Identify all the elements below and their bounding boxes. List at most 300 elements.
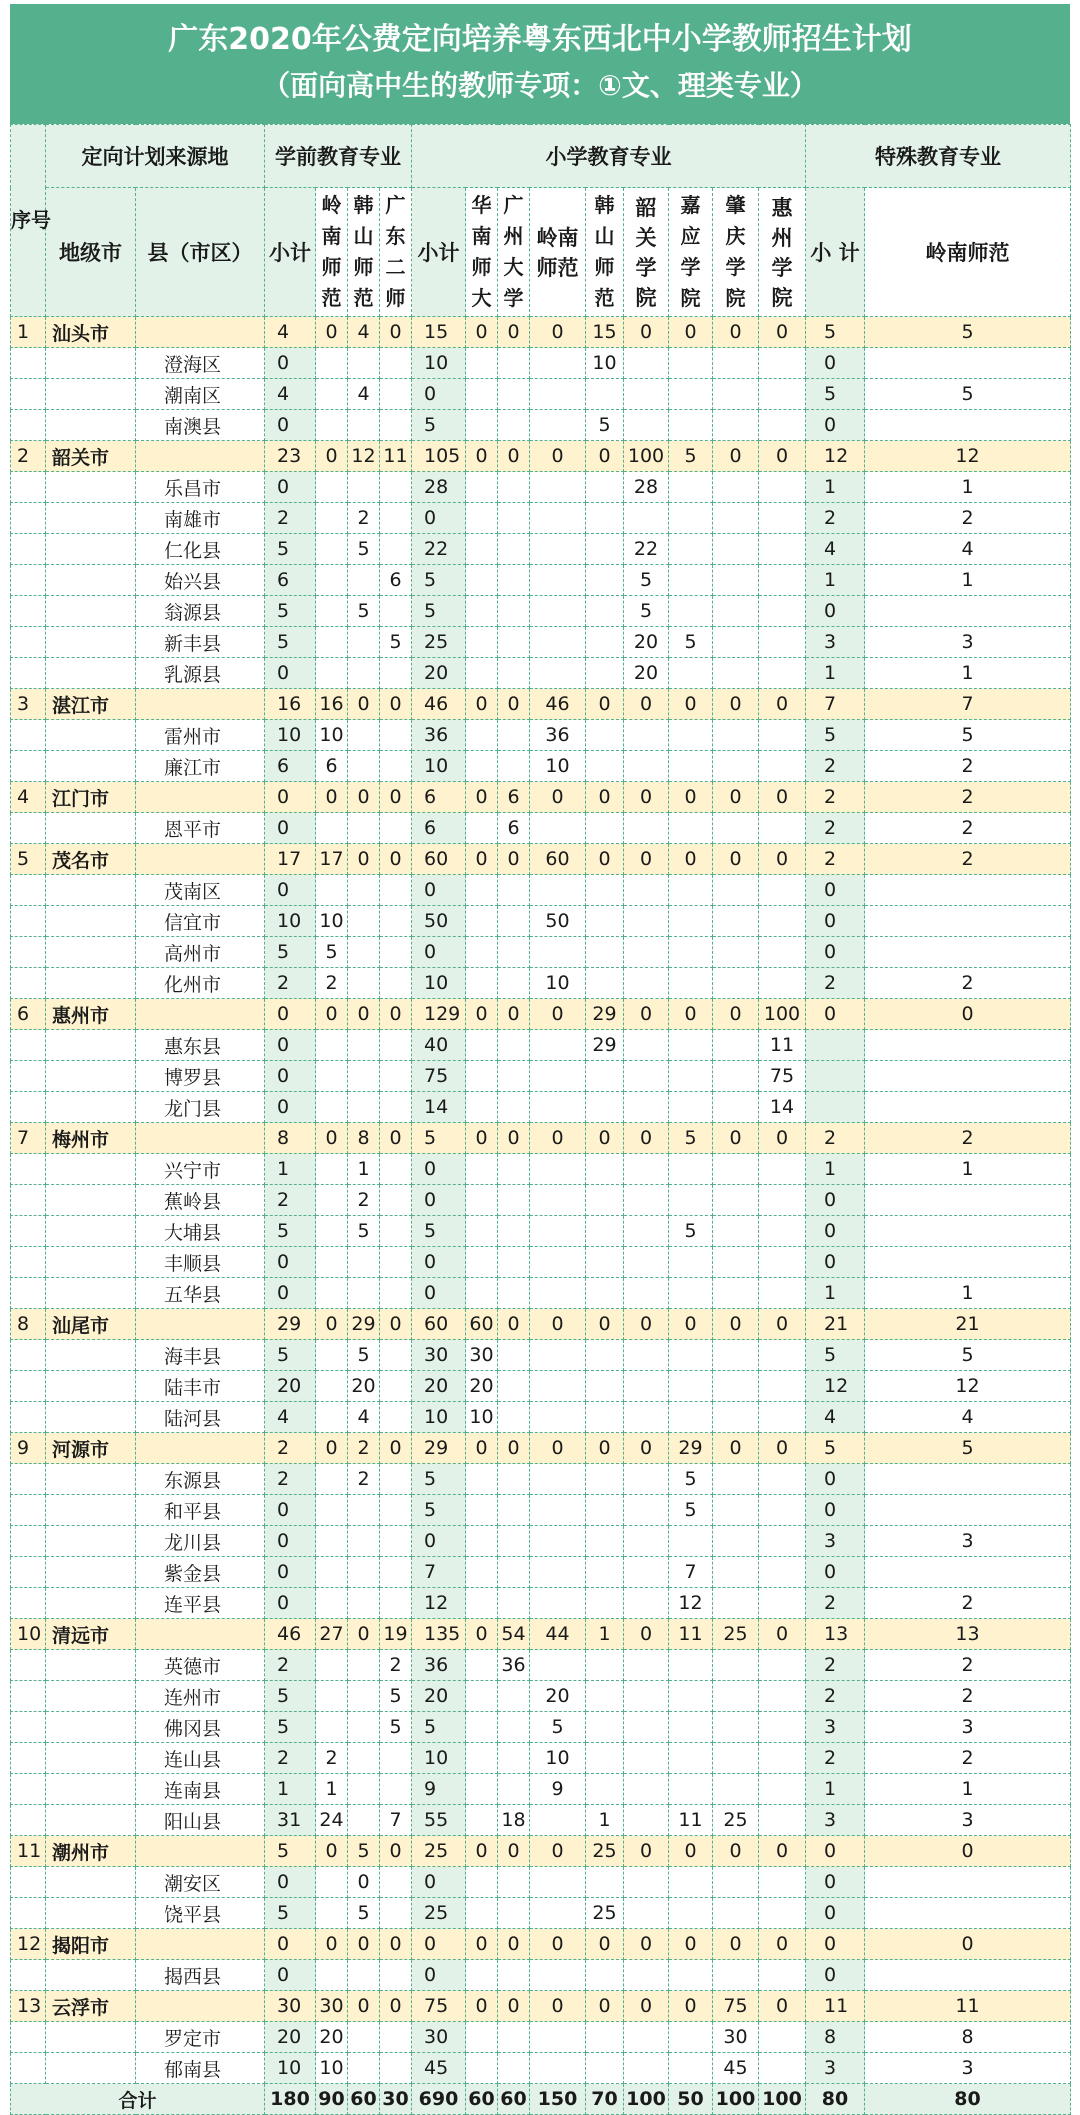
value-cell bbox=[713, 472, 759, 503]
value-cell bbox=[624, 1278, 669, 1309]
value-cell bbox=[713, 1278, 759, 1309]
value-cell: 20 bbox=[265, 1371, 316, 1402]
value-cell: 0 bbox=[265, 875, 316, 906]
value-cell: 0 bbox=[586, 782, 624, 813]
value-cell: 7 bbox=[669, 1557, 713, 1588]
value-cell bbox=[466, 1898, 498, 1929]
value-cell: 2 bbox=[316, 968, 348, 999]
value-cell bbox=[713, 1185, 759, 1216]
value-cell bbox=[466, 565, 498, 596]
value-cell: 0 bbox=[713, 1123, 759, 1154]
value-cell bbox=[380, 1898, 412, 1929]
value-cell: 24 bbox=[316, 1805, 348, 1836]
seq-cell: 13 bbox=[11, 1991, 46, 2022]
value-cell bbox=[669, 720, 713, 751]
value-cell bbox=[466, 937, 498, 968]
value-cell: 13 bbox=[865, 1619, 1071, 1650]
value-cell bbox=[586, 1185, 624, 1216]
value-cell bbox=[713, 379, 759, 410]
value-cell bbox=[624, 1898, 669, 1929]
value-cell: 25 bbox=[586, 1836, 624, 1867]
value-cell bbox=[713, 658, 759, 689]
value-cell bbox=[530, 1185, 586, 1216]
header-city: 地级市 bbox=[46, 188, 136, 317]
value-cell: 0 bbox=[624, 1123, 669, 1154]
value-cell: 10 bbox=[412, 1743, 466, 1774]
value-cell bbox=[348, 1588, 380, 1619]
value-cell: 0 bbox=[713, 1433, 759, 1464]
value-cell bbox=[530, 596, 586, 627]
value-cell: 1 bbox=[586, 1619, 624, 1650]
value-cell bbox=[624, 1464, 669, 1495]
value-cell bbox=[669, 1774, 713, 1805]
value-cell bbox=[530, 1588, 586, 1619]
value-cell bbox=[498, 1867, 530, 1898]
value-cell bbox=[466, 1185, 498, 1216]
value-cell: 5 bbox=[348, 1898, 380, 1929]
value-cell bbox=[759, 1805, 806, 1836]
value-cell bbox=[586, 937, 624, 968]
city-cell: 揭阳市 bbox=[46, 1929, 136, 1960]
value-cell bbox=[624, 1960, 669, 1991]
value-cell: 12 bbox=[865, 441, 1071, 472]
value-cell bbox=[316, 813, 348, 844]
value-cell: 100 bbox=[759, 999, 806, 1030]
value-cell: 0 bbox=[265, 1867, 316, 1898]
value-cell: 30 bbox=[265, 1991, 316, 2022]
value-cell bbox=[713, 565, 759, 596]
value-cell bbox=[530, 2022, 586, 2053]
value-cell: 8 bbox=[806, 2022, 865, 2053]
value-cell bbox=[466, 813, 498, 844]
value-cell: 105 bbox=[412, 441, 466, 472]
city-cell: 河源市 bbox=[46, 1433, 136, 1464]
value-cell: 0 bbox=[265, 658, 316, 689]
value-cell bbox=[586, 1340, 624, 1371]
value-cell: 44 bbox=[530, 1619, 586, 1650]
value-cell bbox=[498, 1278, 530, 1309]
value-cell bbox=[759, 937, 806, 968]
value-cell bbox=[624, 1154, 669, 1185]
value-cell: 0 bbox=[806, 999, 865, 1030]
value-cell bbox=[530, 1898, 586, 1929]
value-cell bbox=[586, 1216, 624, 1247]
city-cell bbox=[46, 1526, 136, 1557]
value-cell bbox=[380, 1185, 412, 1216]
value-cell: 25 bbox=[412, 1836, 466, 1867]
county-row bbox=[11, 1588, 1071, 1619]
value-cell bbox=[530, 813, 586, 844]
header-col-2: 岭南师范 bbox=[316, 188, 348, 317]
value-cell bbox=[530, 1340, 586, 1371]
value-cell: 0 bbox=[348, 782, 380, 813]
value-cell bbox=[624, 2053, 669, 2084]
value-cell: 0 bbox=[380, 689, 412, 720]
value-cell bbox=[498, 1154, 530, 1185]
value-cell: 0 bbox=[806, 1960, 865, 1991]
value-cell bbox=[316, 503, 348, 534]
value-cell bbox=[530, 410, 586, 441]
county-row bbox=[11, 1805, 1071, 1836]
value-cell: 3 bbox=[865, 1805, 1071, 1836]
value-cell bbox=[466, 1650, 498, 1681]
value-cell bbox=[586, 596, 624, 627]
value-cell bbox=[380, 596, 412, 627]
value-cell: 25 bbox=[713, 1619, 759, 1650]
value-cell: 0 bbox=[669, 844, 713, 875]
value-cell bbox=[498, 472, 530, 503]
seq-cell bbox=[11, 1867, 46, 1898]
value-cell bbox=[624, 1805, 669, 1836]
value-cell: 0 bbox=[530, 1123, 586, 1154]
value-cell bbox=[759, 1247, 806, 1278]
value-cell bbox=[530, 1960, 586, 1991]
total-row bbox=[11, 2084, 1071, 2115]
value-cell: 0 bbox=[498, 1123, 530, 1154]
value-cell bbox=[316, 1340, 348, 1371]
value-cell: 2 bbox=[348, 1433, 380, 1464]
value-cell: 5 bbox=[348, 534, 380, 565]
value-cell bbox=[380, 503, 412, 534]
value-cell bbox=[713, 1960, 759, 1991]
seq-cell bbox=[11, 348, 46, 379]
value-cell bbox=[759, 1898, 806, 1929]
value-cell: 17 bbox=[316, 844, 348, 875]
value-cell: 5 bbox=[265, 1712, 316, 1743]
value-cell bbox=[380, 2053, 412, 2084]
value-cell: 11 bbox=[380, 441, 412, 472]
county-cell: 连平县 bbox=[136, 1588, 265, 1619]
value-cell bbox=[624, 2022, 669, 2053]
value-cell bbox=[466, 1092, 498, 1123]
value-cell: 25 bbox=[412, 1898, 466, 1929]
county-row bbox=[11, 875, 1071, 906]
value-cell: 3 bbox=[806, 1805, 865, 1836]
value-cell bbox=[380, 1247, 412, 1278]
city-cell bbox=[46, 1495, 136, 1526]
value-cell: 54 bbox=[498, 1619, 530, 1650]
county-cell: 饶平县 bbox=[136, 1898, 265, 1929]
county-row bbox=[11, 1681, 1071, 1712]
value-cell bbox=[530, 1650, 586, 1681]
header-col-4: 广东二师 bbox=[380, 188, 412, 317]
city-cell bbox=[46, 1650, 136, 1681]
city-cell: 汕尾市 bbox=[46, 1309, 136, 1340]
value-cell: 30 bbox=[713, 2022, 759, 2053]
county-row bbox=[11, 937, 1071, 968]
value-cell: 5 bbox=[380, 1712, 412, 1743]
total-label: 合计 bbox=[11, 2084, 265, 2115]
value-cell bbox=[316, 1650, 348, 1681]
value-cell bbox=[713, 503, 759, 534]
value-cell bbox=[498, 348, 530, 379]
value-cell: 29 bbox=[669, 1433, 713, 1464]
county-row bbox=[11, 503, 1071, 534]
value-cell bbox=[380, 2022, 412, 2053]
value-cell: 0 bbox=[530, 1929, 586, 1960]
value-cell bbox=[316, 1681, 348, 1712]
value-cell bbox=[586, 968, 624, 999]
city-cell: 潮州市 bbox=[46, 1836, 136, 1867]
value-cell bbox=[865, 348, 1071, 379]
value-cell bbox=[316, 1216, 348, 1247]
value-cell: 5 bbox=[412, 410, 466, 441]
value-cell: 0 bbox=[316, 1929, 348, 1960]
value-cell bbox=[530, 565, 586, 596]
value-cell bbox=[624, 348, 669, 379]
value-cell: 0 bbox=[624, 1433, 669, 1464]
seq-cell bbox=[11, 1154, 46, 1185]
value-cell: 0 bbox=[530, 1836, 586, 1867]
value-cell bbox=[669, 596, 713, 627]
value-cell bbox=[498, 1185, 530, 1216]
value-cell: 5 bbox=[265, 627, 316, 658]
value-cell bbox=[380, 1340, 412, 1371]
value-cell bbox=[759, 1340, 806, 1371]
value-cell: 10 bbox=[265, 720, 316, 751]
city-row bbox=[11, 1929, 1071, 1960]
title-line2: （面向高中生的教师专项：①文、理类专业） bbox=[262, 69, 818, 102]
city-cell bbox=[46, 751, 136, 782]
value-cell: 0 bbox=[265, 1929, 316, 1960]
value-cell bbox=[466, 379, 498, 410]
value-cell bbox=[530, 472, 586, 503]
value-cell: 5 bbox=[412, 1495, 466, 1526]
seq-cell: 6 bbox=[11, 999, 46, 1030]
value-cell: 12 bbox=[806, 441, 865, 472]
value-cell: 0 bbox=[530, 1991, 586, 2022]
city-row bbox=[11, 689, 1071, 720]
value-cell: 0 bbox=[380, 999, 412, 1030]
value-cell bbox=[348, 472, 380, 503]
value-cell: 19 bbox=[380, 1619, 412, 1650]
city-cell bbox=[46, 1588, 136, 1619]
value-cell: 4 bbox=[806, 1402, 865, 1433]
value-cell bbox=[624, 1743, 669, 1774]
seq-cell: 3 bbox=[11, 689, 46, 720]
value-cell bbox=[316, 410, 348, 441]
value-cell bbox=[348, 1774, 380, 1805]
value-cell bbox=[713, 875, 759, 906]
city-cell bbox=[46, 2022, 136, 2053]
value-cell: 20 bbox=[412, 658, 466, 689]
value-cell: 5 bbox=[348, 1216, 380, 1247]
value-cell bbox=[316, 348, 348, 379]
value-cell bbox=[530, 1061, 586, 1092]
seq-cell bbox=[11, 906, 46, 937]
header-col-1: 小计 bbox=[265, 188, 316, 317]
value-cell bbox=[498, 751, 530, 782]
value-cell bbox=[713, 751, 759, 782]
county-cell: 紫金县 bbox=[136, 1557, 265, 1588]
value-cell: 15 bbox=[412, 317, 466, 348]
city-cell: 江门市 bbox=[46, 782, 136, 813]
value-cell: 0 bbox=[806, 1464, 865, 1495]
city-row bbox=[11, 1619, 1071, 1650]
county-row bbox=[11, 1495, 1071, 1526]
value-cell bbox=[466, 348, 498, 379]
value-cell bbox=[316, 1061, 348, 1092]
value-cell bbox=[380, 751, 412, 782]
value-cell: 0 bbox=[265, 472, 316, 503]
value-cell bbox=[586, 1712, 624, 1743]
city-row bbox=[11, 1836, 1071, 1867]
value-cell: 0 bbox=[759, 1123, 806, 1154]
value-cell: 5 bbox=[265, 1216, 316, 1247]
value-cell bbox=[586, 813, 624, 844]
value-cell: 0 bbox=[265, 1495, 316, 1526]
value-cell: 46 bbox=[530, 689, 586, 720]
city-cell bbox=[46, 1743, 136, 1774]
value-cell: 4 bbox=[265, 317, 316, 348]
value-cell bbox=[530, 2053, 586, 2084]
value-cell: 36 bbox=[412, 1650, 466, 1681]
value-cell: 12 bbox=[806, 1371, 865, 1402]
value-cell: 0 bbox=[412, 503, 466, 534]
value-cell bbox=[466, 1154, 498, 1185]
county-cell bbox=[136, 689, 265, 720]
county-cell: 龙川县 bbox=[136, 1526, 265, 1557]
seq-cell: 12 bbox=[11, 1929, 46, 1960]
value-cell: 1 bbox=[865, 658, 1071, 689]
value-cell bbox=[586, 1495, 624, 1526]
value-cell bbox=[759, 472, 806, 503]
city-cell bbox=[46, 906, 136, 937]
value-cell bbox=[498, 1774, 530, 1805]
seq-cell bbox=[11, 472, 46, 503]
value-cell: 5 bbox=[865, 379, 1071, 410]
value-cell bbox=[624, 1247, 669, 1278]
value-cell bbox=[865, 875, 1071, 906]
value-cell bbox=[865, 1960, 1071, 1991]
value-cell: 0 bbox=[466, 999, 498, 1030]
seq-cell bbox=[11, 596, 46, 627]
value-cell bbox=[466, 1960, 498, 1991]
value-cell: 5 bbox=[412, 1464, 466, 1495]
value-cell: 25 bbox=[586, 1898, 624, 1929]
value-cell: 16 bbox=[316, 689, 348, 720]
value-cell bbox=[380, 968, 412, 999]
value-cell bbox=[759, 1402, 806, 1433]
value-cell: 0 bbox=[316, 999, 348, 1030]
value-cell: 2 bbox=[865, 1123, 1071, 1154]
county-row bbox=[11, 1371, 1071, 1402]
seq-cell bbox=[11, 1960, 46, 1991]
seq-cell bbox=[11, 658, 46, 689]
value-cell bbox=[316, 1247, 348, 1278]
value-cell: 0 bbox=[265, 813, 316, 844]
city-row bbox=[11, 1123, 1071, 1154]
county-cell: 陆河县 bbox=[136, 1402, 265, 1433]
value-cell: 0 bbox=[412, 1154, 466, 1185]
seq-cell bbox=[11, 1216, 46, 1247]
value-cell bbox=[316, 1464, 348, 1495]
value-cell bbox=[759, 658, 806, 689]
value-cell: 11 bbox=[806, 1991, 865, 2022]
value-cell bbox=[530, 1464, 586, 1495]
value-cell: 3 bbox=[806, 2053, 865, 2084]
value-cell: 0 bbox=[466, 1991, 498, 2022]
value-cell bbox=[498, 565, 530, 596]
value-cell: 7 bbox=[865, 689, 1071, 720]
value-cell: 0 bbox=[806, 1185, 865, 1216]
value-cell bbox=[713, 937, 759, 968]
value-cell bbox=[669, 1371, 713, 1402]
value-cell: 0 bbox=[586, 1123, 624, 1154]
county-cell: 和平县 bbox=[136, 1495, 265, 1526]
value-cell: 2 bbox=[865, 1681, 1071, 1712]
value-cell bbox=[759, 503, 806, 534]
value-cell: 5 bbox=[586, 410, 624, 441]
value-cell bbox=[669, 2053, 713, 2084]
value-cell: 0 bbox=[498, 999, 530, 1030]
value-cell bbox=[759, 1278, 806, 1309]
county-cell: 澄海区 bbox=[136, 348, 265, 379]
county-row bbox=[11, 751, 1071, 782]
value-cell: 0 bbox=[348, 1619, 380, 1650]
city-cell bbox=[46, 1371, 136, 1402]
value-cell: 7 bbox=[806, 689, 865, 720]
value-cell: 0 bbox=[348, 1867, 380, 1898]
value-cell bbox=[713, 1774, 759, 1805]
header-col-10: 韶关学院 bbox=[624, 188, 669, 317]
value-cell bbox=[466, 1278, 498, 1309]
header-col-9: 韩山师范 bbox=[586, 188, 624, 317]
seq-cell bbox=[11, 2022, 46, 2053]
county-row bbox=[11, 534, 1071, 565]
city-cell bbox=[46, 658, 136, 689]
header-col-14: 小 计 bbox=[806, 188, 865, 317]
value-cell: 0 bbox=[759, 317, 806, 348]
value-cell: 0 bbox=[806, 1836, 865, 1867]
city-row bbox=[11, 1991, 1071, 2022]
value-cell: 5 bbox=[865, 1340, 1071, 1371]
value-cell bbox=[624, 379, 669, 410]
value-cell: 0 bbox=[498, 1433, 530, 1464]
value-cell: 0 bbox=[669, 1929, 713, 1960]
header-special: 特殊教育专业 bbox=[806, 125, 1071, 188]
value-cell bbox=[669, 813, 713, 844]
header-preschool: 学前教育专业 bbox=[265, 125, 412, 188]
value-cell bbox=[466, 472, 498, 503]
header-col-12: 肇庆学院 bbox=[713, 188, 759, 317]
value-cell bbox=[348, 565, 380, 596]
county-row bbox=[11, 1557, 1071, 1588]
value-cell bbox=[586, 1774, 624, 1805]
value-cell: 0 bbox=[713, 441, 759, 472]
value-cell bbox=[759, 565, 806, 596]
value-cell: 5 bbox=[412, 596, 466, 627]
value-cell: 0 bbox=[466, 1433, 498, 1464]
value-cell bbox=[316, 1278, 348, 1309]
value-cell bbox=[713, 1712, 759, 1743]
value-cell bbox=[624, 1061, 669, 1092]
seq-cell bbox=[11, 1650, 46, 1681]
seq-cell: 9 bbox=[11, 1433, 46, 1464]
value-cell: 5 bbox=[624, 565, 669, 596]
value-cell: 0 bbox=[466, 1123, 498, 1154]
value-cell bbox=[498, 1495, 530, 1526]
county-cell: 惠东县 bbox=[136, 1030, 265, 1061]
value-cell: 0 bbox=[348, 844, 380, 875]
value-cell: 0 bbox=[380, 1433, 412, 1464]
value-cell bbox=[380, 1743, 412, 1774]
value-cell bbox=[380, 472, 412, 503]
value-cell: 16 bbox=[265, 689, 316, 720]
value-cell bbox=[498, 1030, 530, 1061]
seq-cell bbox=[11, 1061, 46, 1092]
value-cell: 0 bbox=[348, 1929, 380, 1960]
